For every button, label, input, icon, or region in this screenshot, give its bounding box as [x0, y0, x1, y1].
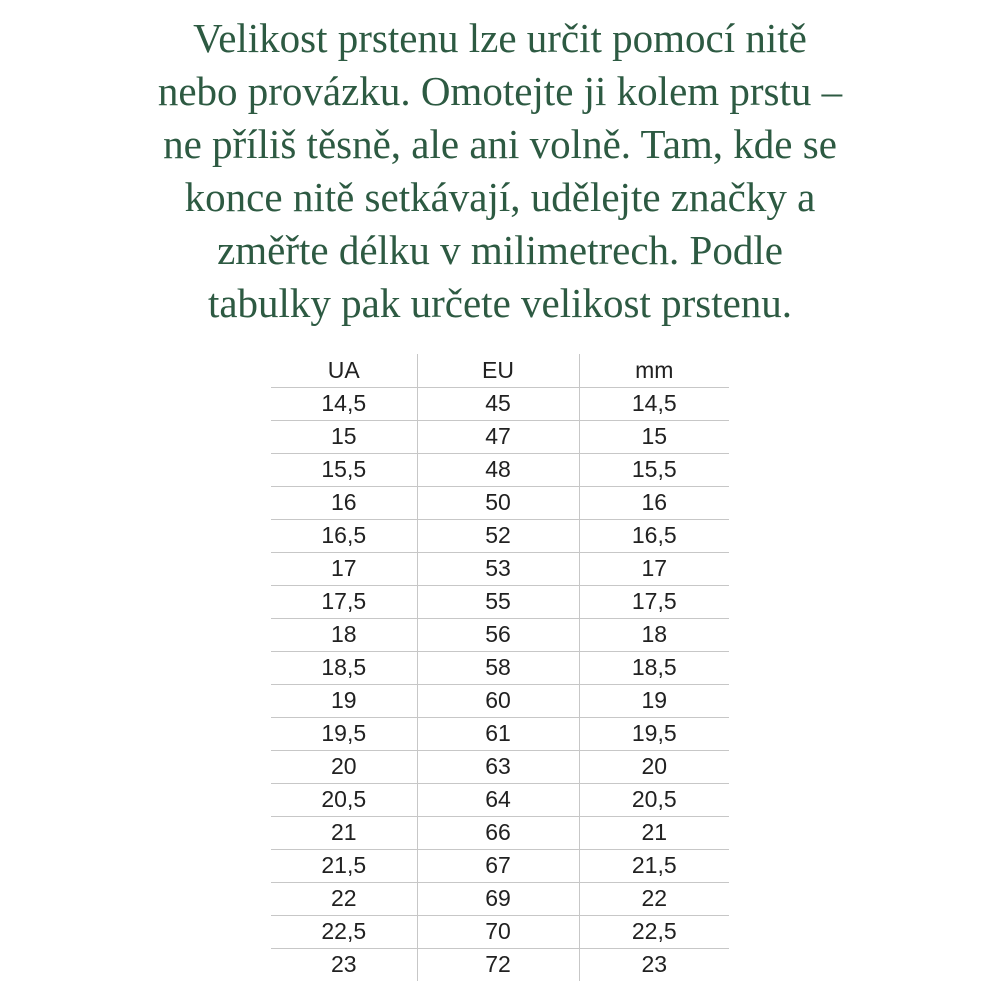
table-cell: 22,5 — [579, 915, 729, 948]
ring-size-table — [271, 354, 729, 981]
table-cell: 14,5 — [271, 387, 417, 420]
table-row — [271, 948, 729, 981]
table-cell: 63 — [417, 750, 579, 783]
intro-line: ne příliš těsně, ale ani volně. Tam, kde se — [163, 121, 837, 167]
table-cell: 72 — [417, 948, 579, 981]
table-cell: 20,5 — [579, 783, 729, 816]
table-cell: 22 — [579, 882, 729, 915]
intro-text — [0, 0, 1000, 330]
table-cell: 22 — [271, 882, 417, 915]
table-cell: 18,5 — [271, 651, 417, 684]
table-row — [271, 651, 729, 684]
table-cell: 17 — [579, 552, 729, 585]
table-row — [271, 618, 729, 651]
table-cell: 16,5 — [271, 519, 417, 552]
table-cell: 19 — [579, 684, 729, 717]
intro-line: Velikost prstenu lze určit pomocí nitě — [193, 15, 807, 61]
intro-line: změřte délku v milimetrech. Podle — [217, 227, 783, 273]
table-cell: 21 — [579, 816, 729, 849]
table-cell: 23 — [579, 948, 729, 981]
table-cell: 19 — [271, 684, 417, 717]
table-cell: 16,5 — [579, 519, 729, 552]
table-cell: 22,5 — [271, 915, 417, 948]
table-cell: 66 — [417, 816, 579, 849]
table-cell: 53 — [417, 552, 579, 585]
table-cell: 18,5 — [579, 651, 729, 684]
table-cell: 18 — [579, 618, 729, 651]
table-cell: 64 — [417, 783, 579, 816]
table-cell: 47 — [417, 420, 579, 453]
table-row — [271, 882, 729, 915]
table-cell: 52 — [417, 519, 579, 552]
table-row — [271, 486, 729, 519]
table-cell: 69 — [417, 882, 579, 915]
table-cell: 17,5 — [271, 585, 417, 618]
table-cell: 20 — [271, 750, 417, 783]
table-cell: 21 — [271, 816, 417, 849]
table-row — [271, 519, 729, 552]
column-header-eu: EU — [417, 354, 579, 387]
table-cell: 20 — [579, 750, 729, 783]
table-row — [271, 387, 729, 420]
table-cell: 55 — [417, 585, 579, 618]
table-cell: 15,5 — [271, 453, 417, 486]
table-cell: 15,5 — [579, 453, 729, 486]
size-table-head — [271, 354, 729, 387]
intro-line: konce nitě setkávají, udělejte značky a — [184, 174, 816, 220]
table-cell: 21,5 — [271, 849, 417, 882]
table-cell: 56 — [417, 618, 579, 651]
table-cell: 20,5 — [271, 783, 417, 816]
size-table-body — [271, 387, 729, 981]
table-cell: 48 — [417, 453, 579, 486]
column-header-ua: UA — [271, 354, 417, 387]
table-cell: 16 — [579, 486, 729, 519]
table-row — [271, 915, 729, 948]
table-row — [271, 816, 729, 849]
table-cell: 67 — [417, 849, 579, 882]
table-row — [271, 750, 729, 783]
table-cell: 14,5 — [631, 390, 677, 416]
table-cell: 70 — [417, 915, 579, 948]
table-cell: 50 — [417, 486, 579, 519]
table-row — [271, 585, 729, 618]
table-cell: 23 — [271, 948, 417, 981]
table-cell: 17,5 — [579, 585, 729, 618]
table-cell: 19,5 — [579, 717, 729, 750]
table-row — [271, 453, 729, 486]
table-cell: 61 — [417, 717, 579, 750]
table-cell: 15 — [271, 420, 417, 453]
table-row — [271, 552, 729, 585]
table-cell: 58 — [417, 651, 579, 684]
table-cell: 45 — [417, 387, 579, 420]
table-row — [271, 783, 729, 816]
table-cell: 17 — [271, 552, 417, 585]
intro-line: nebo provázku. Omotejte ji kolem prstu – — [157, 68, 843, 114]
column-header-mm: mm — [579, 354, 729, 387]
table-cell: 16 — [271, 486, 417, 519]
table-row — [271, 849, 729, 882]
table-cell: 18 — [271, 618, 417, 651]
intro-line: tabulky pak určete velikost prstenu. — [207, 280, 793, 326]
table-cell: 19,5 — [271, 717, 417, 750]
table-row — [271, 684, 729, 717]
table-cell: 15 — [579, 420, 729, 453]
table-row — [271, 717, 729, 750]
table-cell: 60 — [417, 684, 579, 717]
table-cell: 21,5 — [579, 849, 729, 882]
table-header-row — [271, 354, 729, 387]
table-row — [271, 420, 729, 453]
